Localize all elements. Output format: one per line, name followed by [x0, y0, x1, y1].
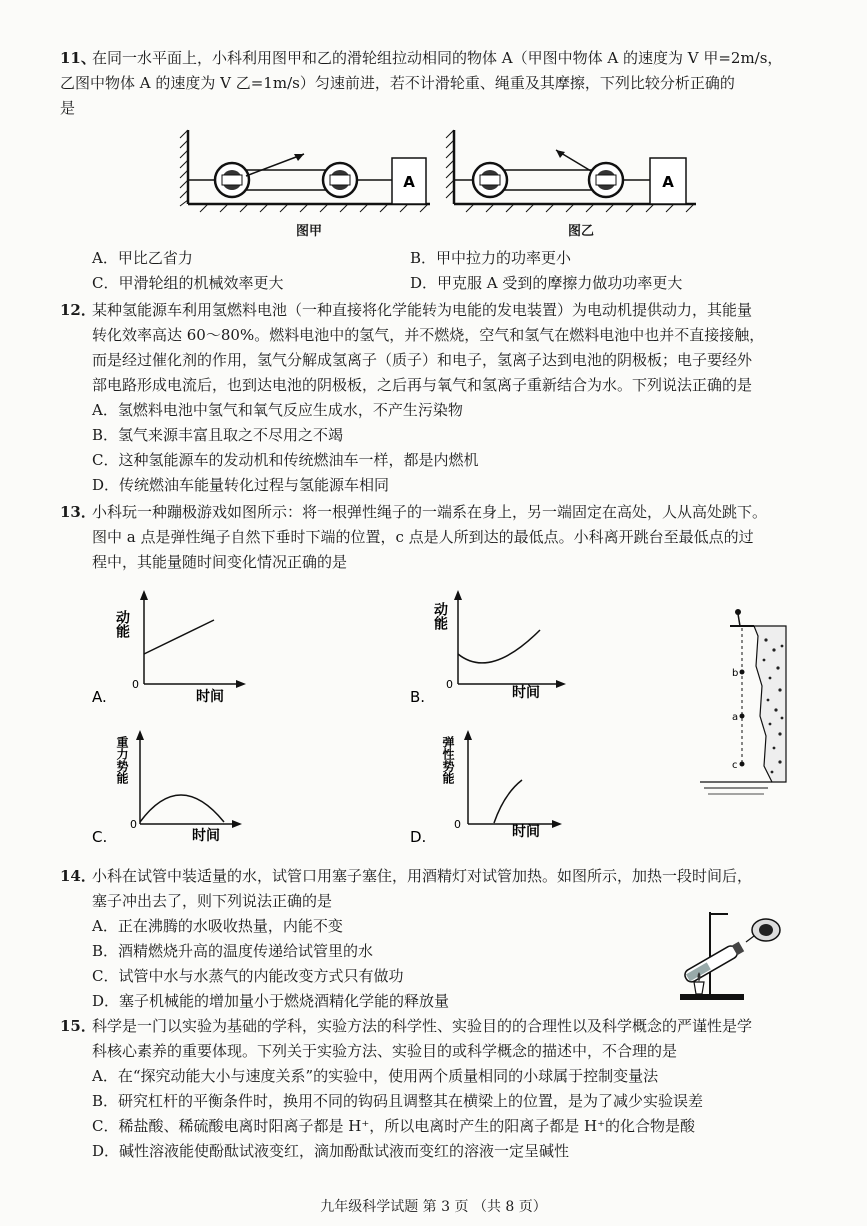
option-label: D.	[410, 828, 427, 846]
origin-label: 0	[132, 678, 139, 691]
y-axis-label: 动能	[432, 602, 448, 630]
question-15	[60, 1014, 800, 1064]
q14-option-c: C．试管中水与水蒸气的内能改变方式只有做功	[92, 967, 404, 985]
question-line: 某种氢能源车利用氢燃料电池（一种直接将化学能转为电能的发电装置）为电动机提供动力，其能量	[92, 301, 753, 319]
graph-curve	[494, 780, 522, 823]
q11-option-b: B．甲中拉力的功率更小	[410, 249, 572, 267]
question-line: 而是经过催化剂的作用，氢气分解成氢离子（质子）和电子，氢离子达到电池的阴极板；电子要经外	[92, 351, 753, 369]
question-line: 转化效率高达 60～80%。燃料电池中的氢气，并不燃烧，空气和氢气在燃料电池中也并不直接接触，	[92, 326, 765, 344]
question-number: 13．	[60, 503, 96, 521]
y-axis-label: 动能	[114, 610, 130, 638]
graph-c	[92, 728, 262, 848]
question-line: 部电路形成电流后，也到达电池的阴极板，之后再与氧气和氢离子重新结合为水。下列说法正确的是	[92, 376, 753, 394]
q12-option-a: A．氢燃料电池中氢气和氧气反应生成水，不产生污染物	[92, 401, 463, 419]
q14-option-a: A．正在沸腾的水吸收热量，内能不变	[92, 917, 343, 935]
graph-curve	[144, 620, 214, 654]
question-line: 在同一水平面上，小科利用图甲和乙的滑轮组拉动相同的物体 A（甲图中物体 A 的速度为 V 甲=2m/s，	[92, 49, 783, 67]
q14-option-d: D．塞子机械能的增加量小于燃烧酒精化学能的释放量	[92, 992, 450, 1010]
graph-curve	[140, 795, 224, 822]
block-a-label: A	[662, 173, 674, 191]
question-line: 乙图中物体 A 的速度为 V 乙=1m/s）匀速前进，若不计滑轮重、绳重及其摩擦，下列比较分析正确的	[60, 74, 735, 92]
option-label: C.	[92, 828, 108, 846]
figure-b-caption: 图乙	[568, 224, 595, 239]
question-13	[60, 500, 800, 575]
question-number: 14．	[60, 867, 96, 885]
question-line: 科学是一门以实验为基础的学科，实验方法的科学性、实验目的的合理性以及科学概念的严谨性是学	[92, 1017, 753, 1035]
q15-option-b: B．研究杠杆的平衡条件时，换用不同的钩码且调整其在横梁上的位置，是为了减少实验误差	[92, 1092, 704, 1110]
q12-option-b: B．氢气来源丰富且取之不尽用之不竭	[92, 426, 344, 444]
question-line: 科核心素养的重要体现。下列关于实验方法、实验目的或科学概念的描述中，不合理的是	[92, 1042, 678, 1060]
x-axis-label: 时间	[512, 824, 540, 840]
question-line: 是	[60, 99, 76, 117]
point-b-label: b	[732, 668, 739, 679]
q11-option-a: A．甲比乙省力	[92, 249, 193, 267]
point-a-label: a	[732, 712, 739, 723]
y-axis-label: 弹性势能	[441, 736, 455, 784]
x-axis-label: 时间	[512, 685, 540, 701]
graph-curve	[458, 630, 540, 663]
page-footer: 九年级科学试题 第 3 页 （共 8 页）	[320, 1199, 547, 1215]
x-axis-label: 时间	[196, 689, 224, 705]
figure-a-caption: 图甲	[296, 224, 323, 239]
pulley-figure-b	[446, 126, 696, 212]
question-line: 塞子冲出去了，则下列说法正确的是	[92, 892, 333, 910]
q14-option-b: B．酒精燃烧升高的温度传递给试管里的水	[92, 942, 374, 960]
q11-option-d: D．甲克服 A 受到的摩擦力做功功率更大	[410, 274, 683, 292]
question-number: 11、	[60, 49, 96, 67]
question-11	[60, 46, 800, 121]
question-line: 小科玩一种蹦极游戏如图所示：将一根弹性绳子的一端系在身上，另一端固定在高处，人从高处跳下。	[92, 503, 768, 521]
question-line: 图中 a 点是弹性绳子自然下垂时下端的位置，c 点是人所到达的最低点。小科离开跳台至最低点的过	[92, 528, 754, 546]
graph-a	[92, 590, 262, 710]
block-a-label: A	[403, 173, 415, 191]
origin-label: 0	[446, 678, 453, 691]
graph-b	[410, 590, 580, 710]
test-tube-figure	[670, 904, 790, 1004]
origin-label: 0	[454, 818, 461, 831]
x-axis-label: 时间	[192, 828, 220, 844]
q15-option-a: A．在“探究动能大小与速度关系”的实验中，使用两个质量相同的小球属于控制变量法	[92, 1067, 659, 1085]
y-axis-label: 重力势能	[115, 736, 129, 784]
origin-label: 0	[130, 818, 137, 831]
option-label: B.	[410, 688, 426, 706]
option-label: A.	[92, 688, 107, 706]
point-c-label: c	[732, 760, 738, 771]
question-number: 12．	[60, 301, 96, 319]
q12-option-c: C．这种氢能源车的发动机和传统燃油车一样，都是内燃机	[92, 451, 479, 469]
question-line: 小科在试管中装适量的水，试管口用塞子塞住，用酒精灯对试管加热。如图所示，加热一段时间后，	[92, 867, 753, 885]
graph-d	[410, 728, 580, 848]
question-line: 程中，其能量随时间变化情况正确的是	[92, 553, 348, 571]
q11-option-c: C．甲滑轮组的机械效率更大	[92, 274, 284, 292]
q15-option-c: C．稀盐酸、稀硫酸电离时阳离子都是 H⁺，所以电离时产生的阳离子都是 H⁺的化合物是酸	[92, 1117, 696, 1135]
q12-option-d: D．传统燃油车能量转化过程与氢能源车相同	[92, 476, 390, 494]
question-number: 15．	[60, 1017, 96, 1035]
pulley-figure-a	[180, 126, 430, 212]
bungee-figure	[700, 606, 790, 796]
question-12	[60, 298, 800, 398]
q15-option-d: D．碱性溶液能使酚酞试液变红，滴加酚酞试液而变红的溶液一定呈碱性	[92, 1142, 570, 1160]
